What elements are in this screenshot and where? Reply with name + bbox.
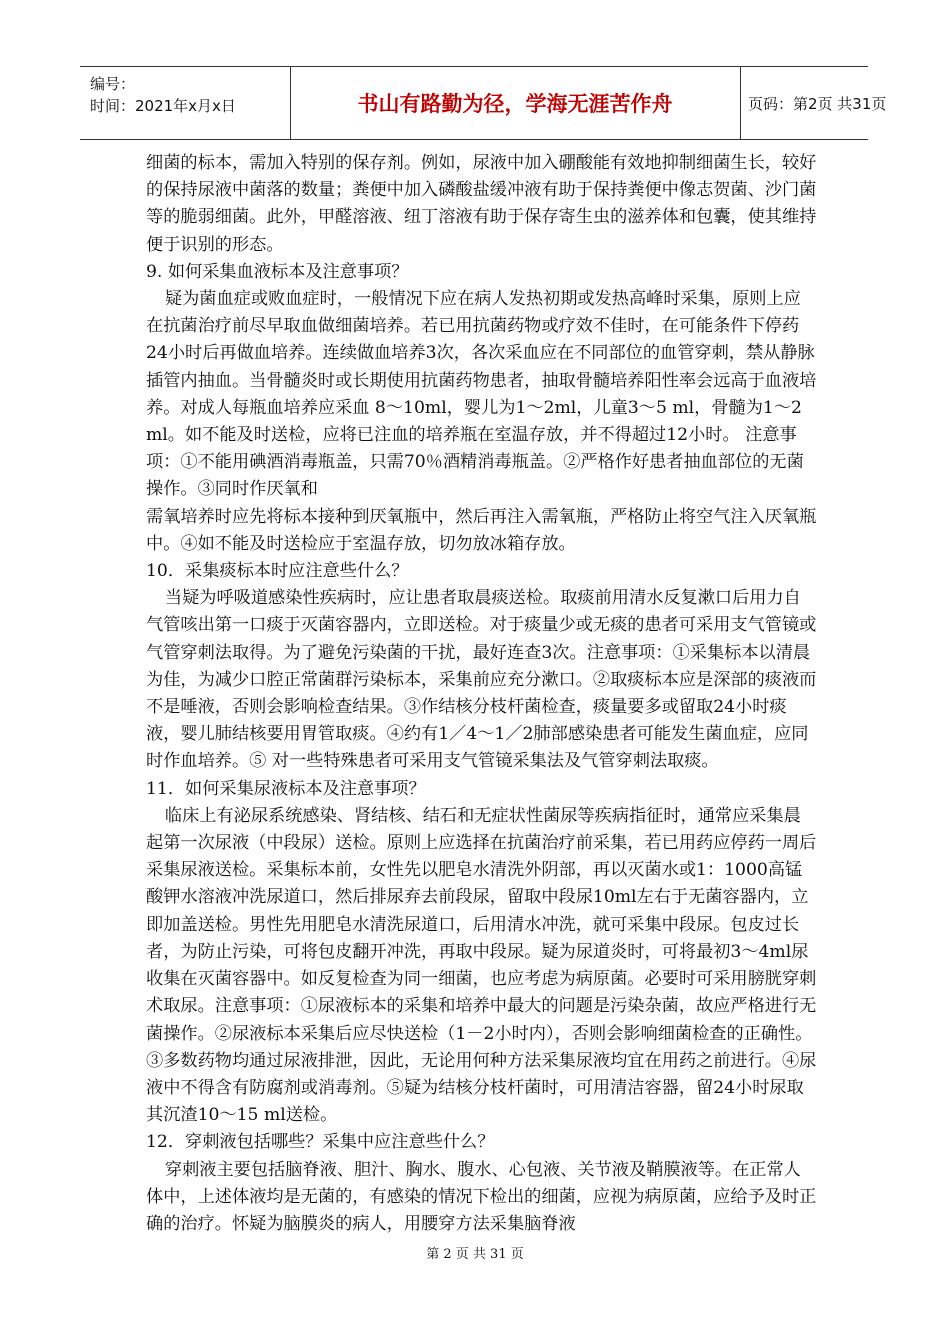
body-text bbox=[146, 150, 818, 1238]
page-info: 页码：第2页 共31页 bbox=[748, 94, 887, 113]
page-footer: 第 2 页 共 31 页 bbox=[426, 1247, 524, 1262]
paragraph: 穿刺液主要包括脑脊液、胆汁、胸水、腹水、心包液、关节液及鞘膜液等。在正常人体中，上述体液均是无菌的，有感染的情况下检出的细菌，应视为病原菌，应给予及时正确的治疗。怀疑为脑膜炎的病人，用腰穿方法采集脑脊液 bbox=[146, 1159, 817, 1234]
page-header bbox=[80, 66, 887, 140]
question-heading: 12．穿刺液包括哪些？采集中应注意些什么？ bbox=[146, 1132, 495, 1153]
paragraph: 临床上有泌尿系统感染、肾结核、结石和无症状性菌尿等疾病指征时，通常应采集晨起第一次尿液（中段尿）送检。原则上应选择在抗菌治疗前采集，若已用药应停药一周后采集尿液送检。采集标本前，女性先以肥皂水清洗外阴部，再以灭菌水或1：1000高锰酸钾水溶液冲洗尿道口，然后排尿弃去前段尿，留取中段尿10ml左右于无菌容器内，立即加盖送检。男性先用肥皂水清洗尿道口，后用清水冲洗，就可采集中段尿。包皮过长者，为防止污染，可将包皮翻开冲洗，再取中段尿。疑为尿道炎时，可将最初3～4ml尿收集在灭菌容器中。如反复检查为同一细菌，也应考虑为病原菌。必要时可采用膀胱穿刺术取尿。注意事项：①尿液标本的采集和培养中最大的问题是污染杂菌，故应严格进行无菌操作。②尿液标本采集后应尽快送检（1－2小时内），否则会影响细菌检查的正确性。③多数药物均通过尿液排泄，因此，无论用何种方法采集尿液均宜在用药之前进行。④尿液中不得含有防腐剂或消毒剂。⑤疑为结核分枝杆菌时，可用清洁容器，留24小时尿取其沉渣10～15 ml送检。 bbox=[146, 805, 817, 1126]
header-info-cell bbox=[80, 67, 291, 139]
paragraph: 细菌的标本，需加入特别的保存剂。例如，尿液中加入硼酸能有效地抑制细菌生长，较好的保持尿液中菌落的数量；粪便中加入磷酸盐缓冲液有助于保持粪便中像志贺菌、沙门菌等的脆弱细菌。此外，甲醛溶液、纽丁溶液有助于保存寄生虫的滋养体和包囊，使其维持便于识别的形态。 bbox=[146, 153, 817, 255]
paragraph: 疑为菌血症或败血症时，一般情况下应在病人发热初期或发热高峰时采集，原则上应在抗菌治疗前尽早取血做细菌培养。若已用抗菌药物或疗效不佳时，在可能条件下停药24小时后再做血培养。连续做血培养3次，各次采血应在不同部位的血管穿刺，禁从静脉插管内抽血。当骨髓炎时或长期使用抗菌药物患者，抽取骨髓培养阳性率会远高于血液培养。对成人每瓶血培养应采血 8～10ml，婴儿为1～2ml，儿童3～5 ml，骨髓为1～2 ml。如不能及时送检，应将已注血的培养瓶在室温存放，并不得超过12小时。 注意事项：①不能用碘酒消毒瓶盖，只需70％酒精消毒瓶盖。②严格作好患者抽血部位的无菌操作。③同时作厌氧和 bbox=[146, 289, 817, 500]
question-heading: 9. 如何采集血液标本及注意事项？ bbox=[146, 261, 409, 282]
number-label: 编号： bbox=[90, 75, 136, 93]
question-heading: 10．采集痰标本时应注意些什么？ bbox=[146, 561, 409, 582]
paragraph: 需氧培养时应先将标本接种到厌氧瓶中，然后再注入需氧瓶，严格防止将空气注入厌氧瓶中。④如不能及时送检应于室温存放，切勿放冰箱存放。 bbox=[146, 506, 817, 554]
time-label: 时间：2021年x月x日 bbox=[90, 97, 236, 115]
paragraph: 当疑为呼吸道感染性疾病时，应让患者取晨痰送检。取痰前用清水反复漱口后用力自气管咳出第一口痰于灭菌容器内，立即送检。对于痰量少或无痰的患者可采用支气管镜或气管穿刺法取得。为了避免污染菌的干扰，最好连查3次。注意事项：①采集标本以清晨为佳，为减少口腔正常菌群污染标本，采集前应充分漱口。②取痰标本应是深部的痰液而不是唾液，否则会影响检查结果。③作结核分枝杆菌检查，痰量要多或留取24小时痰液，婴儿肺结核要用胃管取痰。④约有1／4～1／2肺部感染患者可能发生菌血症，应同时作血培养。⑤ 对一些特殊患者可采用支气管镜采集法及气管穿刺法取痰。 bbox=[146, 588, 817, 772]
motto: 书山有路勤为径，学海无涯苦作舟 bbox=[290, 67, 741, 139]
question-heading: 11．如何采集尿液标本及注意事项？ bbox=[146, 778, 426, 799]
